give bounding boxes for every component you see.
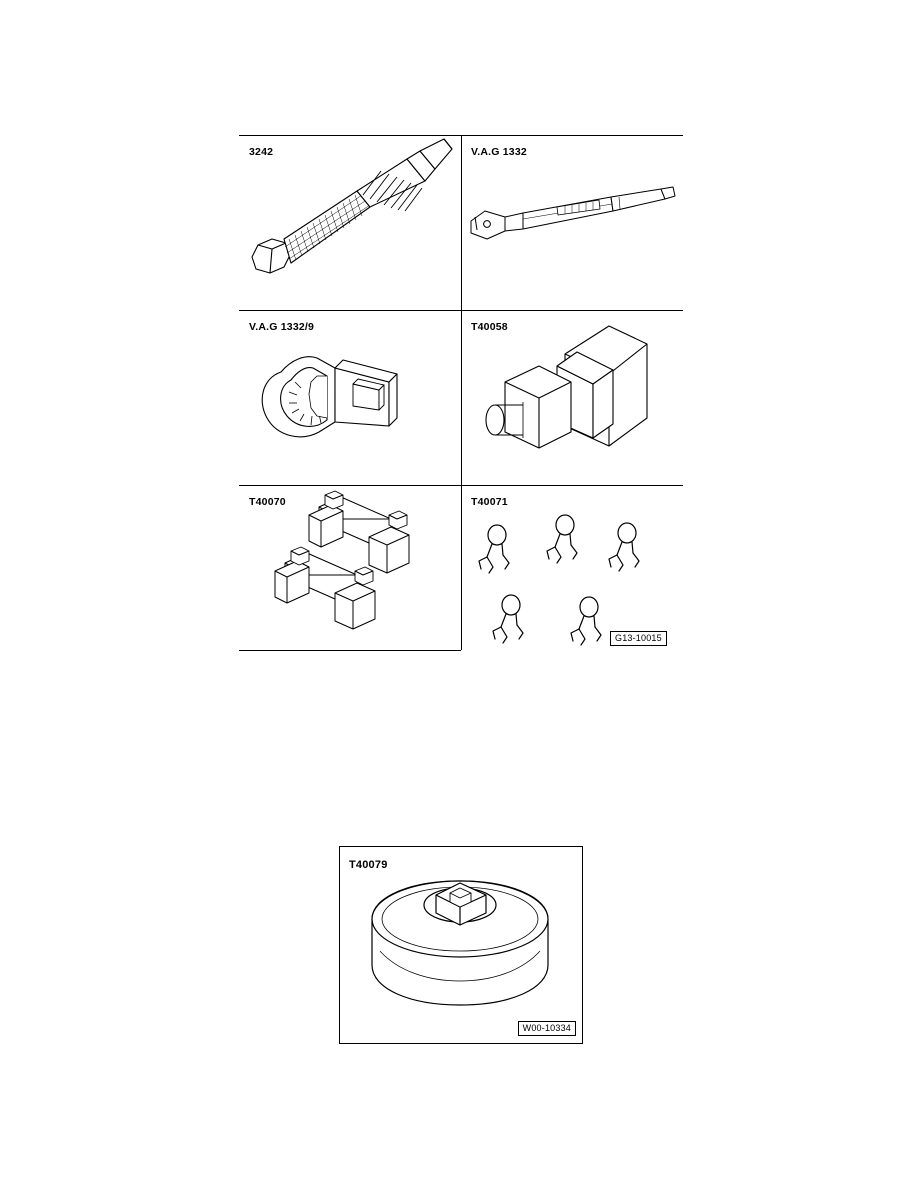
open-end-crowfoot-insert-tool-icon — [239, 310, 461, 485]
table-row — [239, 310, 683, 485]
tool-cell-vag-1332-9 — [239, 310, 461, 485]
tool-cell-vag-1332 — [461, 135, 683, 310]
tool-cell-3242 — [239, 135, 461, 310]
tool-label: T40070 — [249, 496, 286, 508]
tool-label: T40071 — [471, 496, 508, 508]
tool-cell-t40070 — [239, 485, 461, 660]
figure-t40079 — [339, 846, 583, 1044]
square-adapter-block-tool-icon — [461, 310, 683, 485]
tool-label: T40058 — [471, 321, 508, 333]
tool-label: V.A.G 1332/9 — [249, 321, 315, 333]
special-tools-grid — [239, 135, 683, 660]
tool-label: V.A.G 1332 — [471, 146, 527, 158]
tool-label: T40079 — [349, 859, 388, 871]
table-row — [239, 485, 683, 660]
table-row — [239, 135, 683, 310]
tool-cell-t40071 — [461, 485, 683, 660]
grid-code-chip: G13-10015 — [610, 631, 667, 646]
tool-label: 3242 — [249, 146, 274, 158]
oil-filter-cap-socket-tool-icon — [340, 847, 580, 1041]
tool-cell-t40058 — [461, 310, 683, 485]
puller-spindle-tool-icon — [239, 135, 461, 310]
torque-wrench-tool-icon — [461, 135, 683, 310]
figure-code-chip: W00-10334 — [518, 1021, 576, 1036]
camshaft-bridge-clamp-tool-icon — [239, 485, 461, 660]
